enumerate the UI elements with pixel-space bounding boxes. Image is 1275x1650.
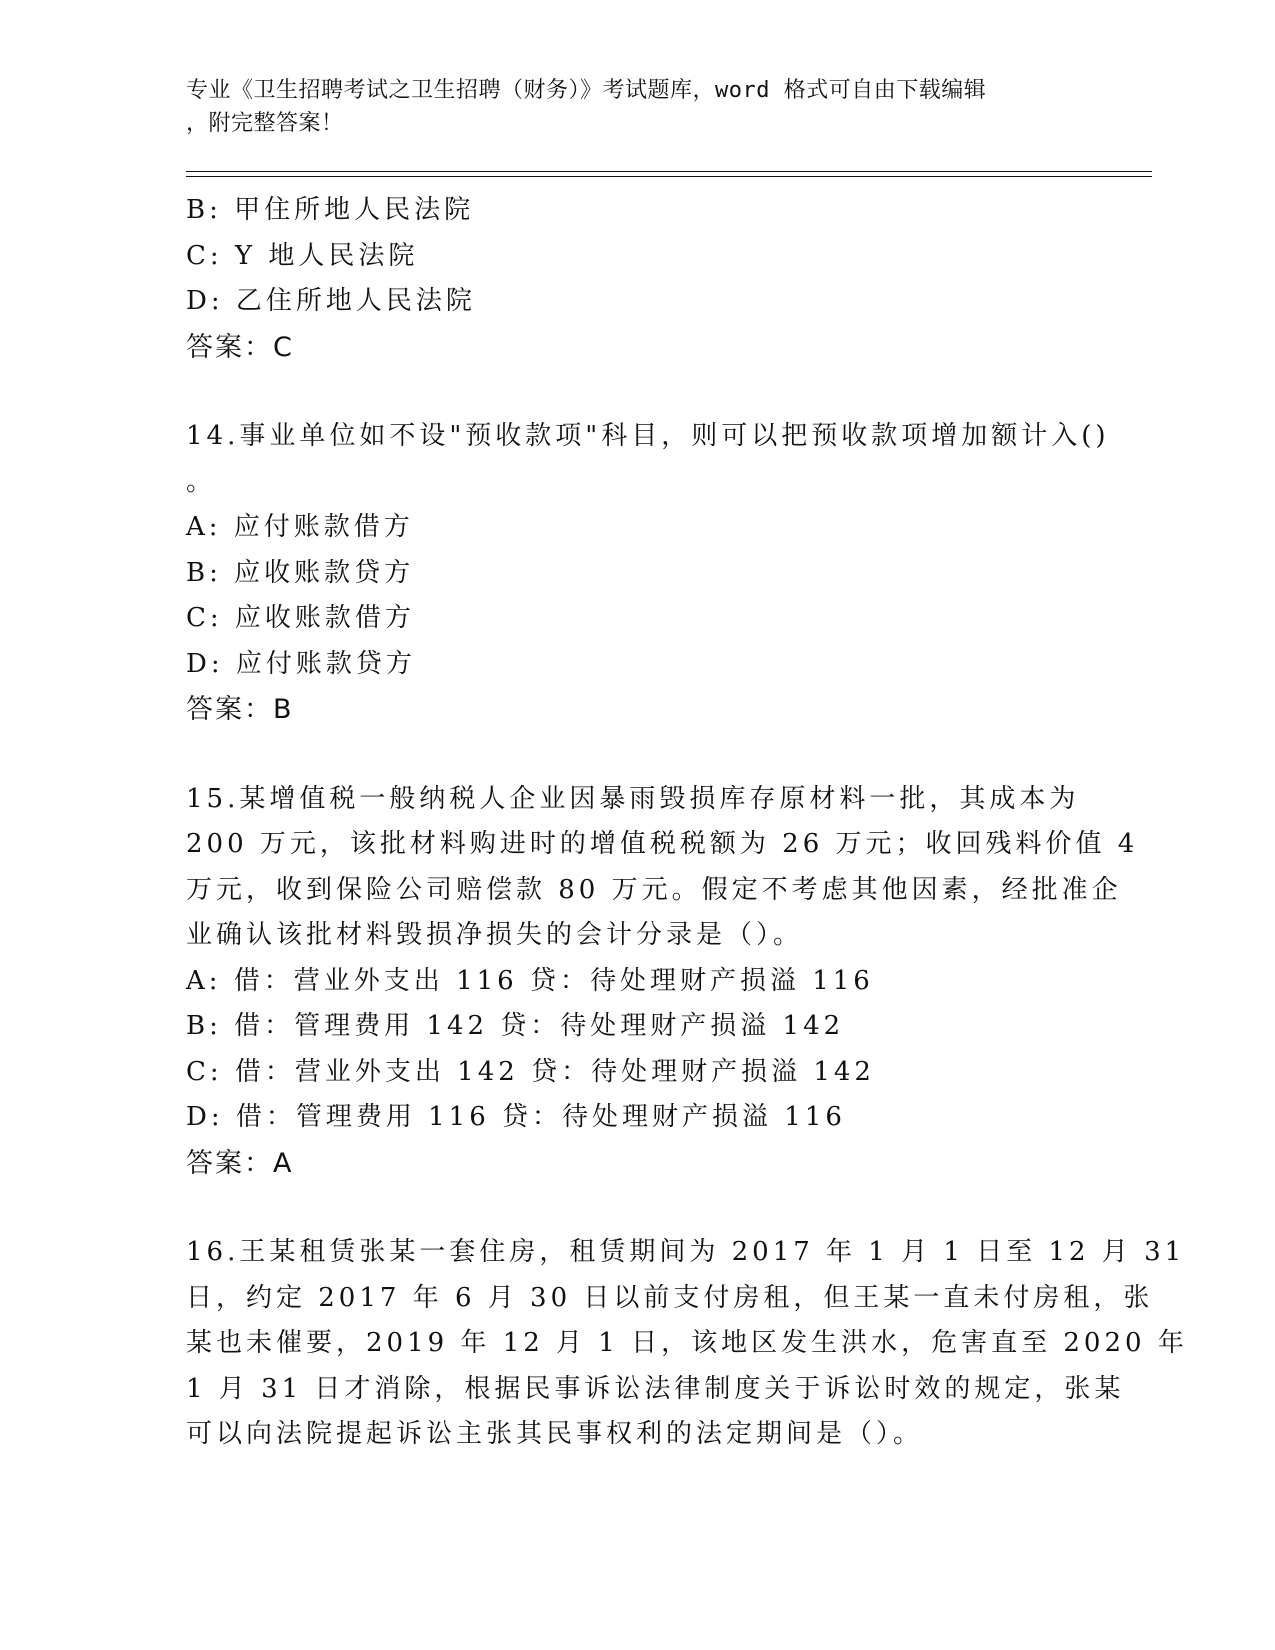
question-stem-line: 。	[186, 466, 217, 497]
option-b: B: 甲住所地人民法院	[186, 195, 475, 225]
header-line-2: ，附完整答案！	[186, 111, 344, 136]
question-stem-line: 1 月 31 日才消除，根据民事诉讼法律制度关于诉讼时效的规定，张某	[186, 1373, 1125, 1404]
question-stem-line: 某也未催要，2019 年 12 月 1 日，该地区发生洪水，危害直至 2020 年	[186, 1328, 1188, 1358]
document-header	[186, 74, 1066, 140]
option-d: D: 乙住所地人民法院	[186, 286, 476, 316]
question-stem-line: 可以向法院提起诉讼主张其民事权利的法定期间是（）。	[186, 1419, 924, 1449]
option-d: D: 应付账款贷方	[186, 648, 416, 679]
spacer	[186, 733, 1086, 777]
header-rule-bottom	[186, 176, 1152, 177]
header-line-1: 专业《卫生招聘考试之卫生招聘（财务）》考试题库，word 格式可自由下载编辑	[186, 78, 987, 103]
option-a: A: 借：营业外支出 116 贷：待处理财产损溢 116	[186, 965, 874, 996]
question-stem-line: 14.事业单位如不设"预收款项"科目，则可以把预收款项增加额计入()	[186, 421, 1110, 451]
question-13	[186, 188, 1086, 370]
question-15	[186, 777, 1139, 1187]
answer: 答案：C	[186, 331, 294, 363]
option-d: D: 借：管理费用 116 贷：待处理财产损溢 116	[186, 1102, 846, 1132]
question-14	[186, 414, 1110, 733]
option-b: B: 应收账款贷方	[186, 557, 415, 588]
answer: 答案：B	[186, 694, 294, 725]
option-a: A: 应付账款借方	[186, 512, 414, 542]
question-stem-line: 万元，收到保险公司赔偿款 80 万元。假定不考虑其他因素，经批准企	[186, 874, 1122, 905]
question-stem-line: 16.王某租赁张某一套住房，租赁期间为 2017 年 1 月 1 日至 12 月 31	[186, 1237, 1186, 1267]
option-b: B: 借：管理费用 142 贷：待处理财产损溢 142	[186, 1011, 845, 1041]
question-stem-line: 业确认该批材料毁损净损失的会计分录是（）。	[186, 920, 804, 950]
question-16	[186, 1230, 1188, 1458]
spacer	[186, 1186, 1086, 1230]
question-stem-line: 日，约定 2017 年 6 月 30 日以前支付房租，但王某一直未付房租，张	[186, 1282, 1154, 1313]
spacer	[186, 370, 1086, 414]
option-c: C: 借：营业外支出 142 贷：待处理财产损溢 142	[186, 1056, 875, 1087]
answer: 答案：A	[186, 1147, 294, 1179]
option-c: C: 应收账款借方	[186, 603, 415, 633]
option-c: C: Y 地人民法院	[186, 240, 419, 271]
question-content	[186, 188, 1188, 1458]
question-stem-line: 15.某增值税一般纳税人企业因暴雨毁损库存原材料一批，其成本为	[186, 783, 1080, 814]
question-stem-line: 200 万元，该批材料购进时的增值税税额为 26 万元；收回残料价值 4	[186, 829, 1139, 859]
header-rule-top	[186, 171, 1152, 172]
